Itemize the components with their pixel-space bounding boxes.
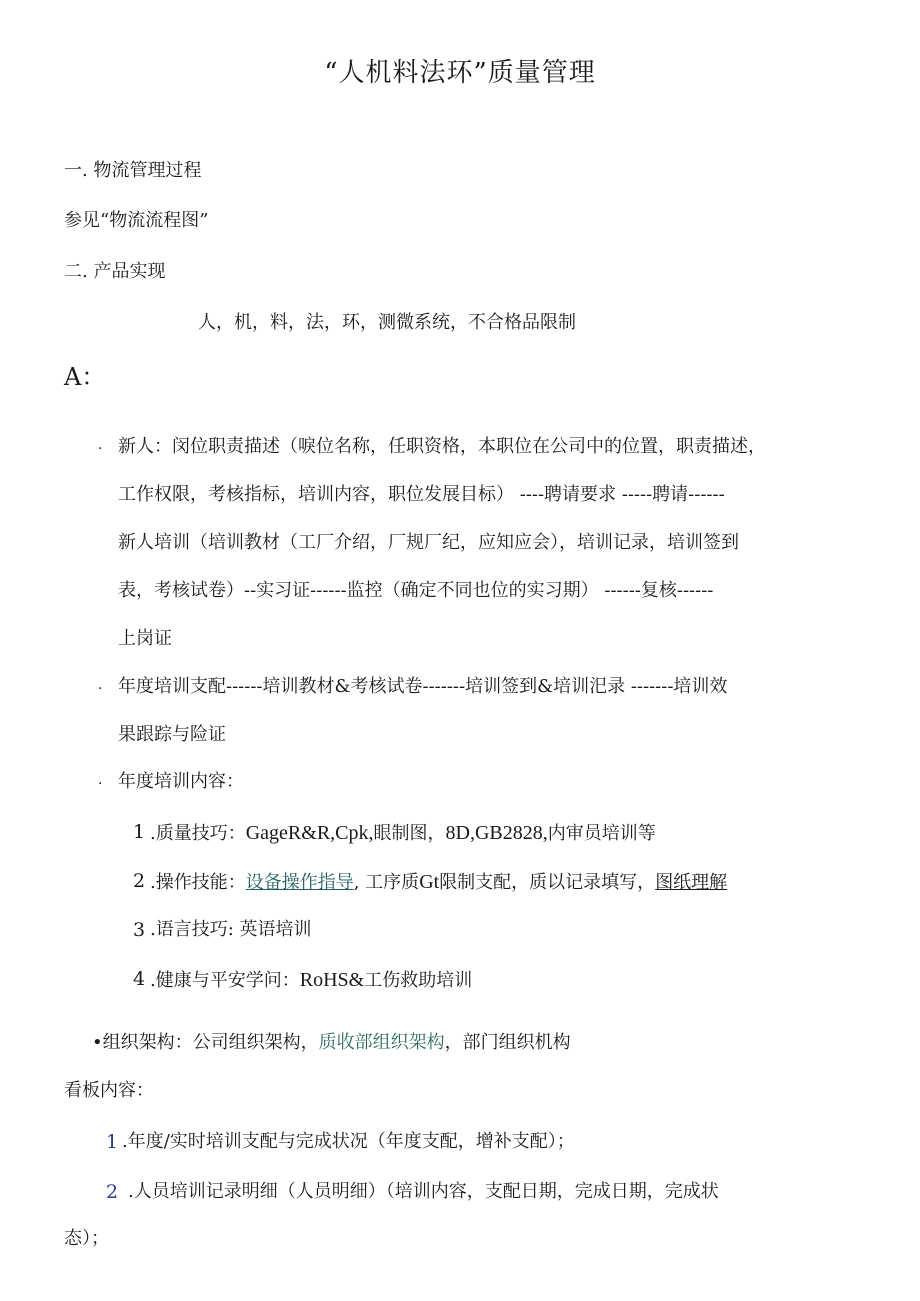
- numbered-2-text: [150, 872, 727, 892]
- numbered-1-suffix-2: 内审员培训等: [547, 823, 656, 844]
- numbered-3-number: 3: [133, 919, 146, 941]
- drawing-understanding-link[interactable]: 图纸理解: [655, 872, 728, 893]
- numbered-2-mid-1: , 工序质: [353, 872, 420, 893]
- bullet-1-line-3: 新人培训（培训教材（工厂介绍，厂规厂纪，应知应会），培训记录，培训签到: [118, 532, 739, 553]
- numbered-1-number: 1: [133, 821, 146, 843]
- numbered-4-text: [150, 970, 472, 990]
- bullet-1-line-1: 新人：闵位职责描述（唳位名称，任职资格，本职位在公司中的位置，职责描述，: [118, 436, 766, 457]
- numbered-1-text: [150, 823, 656, 843]
- bullet-2-line-2: 果跟踪与险证: [118, 724, 226, 745]
- numbered-4-suffix: 工伤救助培训: [364, 970, 473, 991]
- board-item-2-text: .人员培训记录明细（人员明细）（培训内容，支配日期，完成日期，完成状: [128, 1181, 719, 1202]
- section-1-reference: 参见“物流流程图”: [64, 210, 209, 231]
- numbered-1-latin: GageR&R,Cpk,: [245, 822, 374, 844]
- bullet-1-line-2: 工作权限，考核指标，培训内容，职位发展目标） ----聘请要求 -----聘请------: [118, 484, 725, 505]
- org-structure-line: [92, 1034, 571, 1052]
- numbered-2-latin: Gt: [419, 871, 440, 893]
- equipment-guide-link[interactable]: 设备操作指导: [245, 872, 354, 893]
- board-item-1-number: 1: [106, 1131, 119, 1153]
- bullet-1-line-4: 表，考核试卷）--实习证------监控（确定不同也位的实习期） ------复核------: [118, 580, 714, 601]
- board-item-2-number: 2: [106, 1181, 119, 1203]
- numbered-2-prefix: .操作技能：: [150, 872, 246, 893]
- document-title: “人机料法环”质量管理: [324, 58, 596, 88]
- numbered-4-latin: RoHS&: [299, 969, 365, 991]
- numbered-1-latin-2: 8D,GB2828,: [445, 822, 548, 844]
- numbered-2-mid-2: 限制支配，质以记录填写，: [439, 872, 656, 893]
- bullet-dot: ·: [98, 776, 103, 792]
- org-prefix: 组织架构：公司组织架构，: [102, 1032, 319, 1053]
- bullet-2-line-1: 年度培训支配------培训教材&考核试卷-------培训签到&培训汜录 -------培训效: [118, 676, 728, 697]
- qc-org-structure-text: 质收部组织架构: [318, 1032, 445, 1053]
- board-item-2-continuation: 态）；: [64, 1228, 109, 1249]
- bullet-1-line-5: 上岗证: [118, 628, 172, 649]
- numbered-2-number: 2: [133, 870, 146, 892]
- section-1-heading: 一. 物流管理过程: [64, 160, 202, 181]
- org-suffix: ，部门组织机构: [444, 1032, 571, 1053]
- numbered-1-prefix: .质量技巧：: [150, 823, 246, 844]
- numbered-1-suffix: 眼制图，: [373, 823, 446, 844]
- board-heading: 看板内容：: [64, 1080, 154, 1101]
- org-bullet: •: [92, 1032, 103, 1053]
- board-item-1-text: .年度/实时培训支配与完成状况（年度支配，增补支配）；: [122, 1131, 575, 1152]
- section-2-items: 人，机，料，法，环，测微系统，不合格品限制: [198, 312, 576, 333]
- numbered-4-number: 4: [133, 968, 146, 990]
- bullet-3-text: 年度培训内容：: [118, 771, 244, 792]
- numbered-3-text: .语言技巧: 英语培训: [150, 919, 312, 940]
- numbered-4-prefix: .健康与平安学问：: [150, 970, 300, 991]
- bullet-dot: ·: [98, 441, 103, 457]
- bullet-dot: ·: [98, 681, 103, 697]
- a-heading: A：: [64, 363, 106, 391]
- section-2-heading: 二. 产品实现: [64, 261, 166, 282]
